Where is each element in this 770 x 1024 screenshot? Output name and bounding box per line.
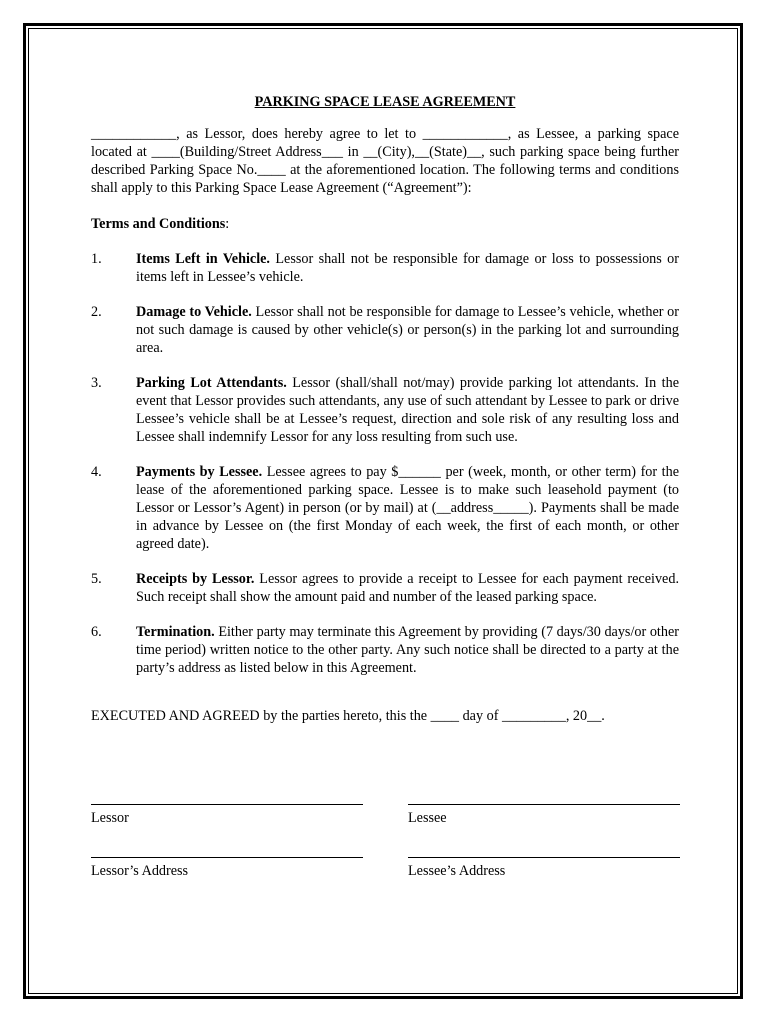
executed-line: EXECUTED AND AGREED by the parties hereto, this the ____ day of _________, 20__. xyxy=(91,708,605,724)
clause-body xyxy=(136,374,679,446)
clause-body xyxy=(136,250,679,286)
signature-label: Lessor xyxy=(91,810,129,826)
clause-number: 3. xyxy=(91,375,102,391)
address-line xyxy=(408,857,680,858)
clause-text: Lessor (shall/shall not/may) provide parking lot attendants. In the event that Lessor provides such attendants, any use of such attendant by Lessee to park or drive Lessee’s vehicle shall be at Lessee’s request, direction and sole risk of any resulting loss and Lessee shall indemnify Lessor for any loss resulting from such use. xyxy=(136,375,679,445)
clause-number: 2. xyxy=(91,304,102,320)
clause-text: Lessee agrees to pay $______ per (week, month, or other term) for the lease of the aforementioned parking space. Lessee is to make such leasehold payment (to Lessor or Lessor’s Agent) in person (or by mail) at (__address_____). Payments shall be made in advance by Lessee on (the first Monday of each week, the first of each month, or other agreed date). xyxy=(136,464,679,552)
address-line xyxy=(91,857,363,858)
clause-heading: Termination. xyxy=(136,624,215,640)
clause-body xyxy=(136,623,679,677)
lessee-signature xyxy=(408,804,680,827)
clause-heading: Receipts by Lessor. xyxy=(136,571,255,587)
lessee-address xyxy=(408,857,680,880)
clause-1 xyxy=(91,250,679,286)
terms-heading-label: Terms and Conditions xyxy=(91,216,226,232)
clause-number: 6. xyxy=(91,624,102,640)
clause-heading: Damage to Vehicle. xyxy=(136,304,252,320)
clause-2 xyxy=(91,303,679,357)
clause-6 xyxy=(91,623,679,677)
clause-body xyxy=(136,463,679,553)
terms-heading xyxy=(91,215,679,233)
lessor-address xyxy=(91,857,363,880)
signature-line xyxy=(91,804,363,805)
document-body xyxy=(91,93,679,739)
signature-label: Lessee xyxy=(408,810,447,826)
clause-number: 5. xyxy=(91,571,102,587)
clause-number: 1. xyxy=(91,251,102,267)
clause-heading: Parking Lot Attendants. xyxy=(136,375,287,391)
intro-paragraph: ____________, as Lessor, does hereby agree to let to ____________, as Lessee, a parking space located at ____(Building/Street Address___ in __(City),__(State)__, such parking space being further described Parking Space No.____ at the aforementioned location. The following terms and conditions shall apply to this Parking Space Lease Agreement (“Agreement”): xyxy=(91,126,679,196)
signature-line xyxy=(408,804,680,805)
clause-text: Lessor shall not be responsible for damage or loss to possessions or items left in Lessee’s vehicle. xyxy=(136,251,679,285)
clause-text: Lessor agrees to provide a receipt to Lessee for each payment received. Such receipt shall show the amount paid and number of the leased parking space. xyxy=(136,571,679,605)
clause-number: 4. xyxy=(91,464,102,480)
clause-body xyxy=(136,303,679,357)
address-row xyxy=(91,857,681,897)
clause-text: Either party may terminate this Agreement by providing (7 days/30 days/or other time period) written notice to the other party. Any such notice shall be directed to a party at the party’s address as listed below in this Agreement. xyxy=(136,624,679,676)
terms-heading-colon: : xyxy=(225,216,230,232)
lessor-signature xyxy=(91,804,363,827)
clause-heading: Payments by Lessee. xyxy=(136,464,263,480)
clause-heading: Items Left in Vehicle. xyxy=(136,251,270,267)
clause-3 xyxy=(91,374,679,446)
clause-body xyxy=(136,570,679,606)
clause-5 xyxy=(91,570,679,606)
clause-4 xyxy=(91,463,679,553)
clause-text: Lessor shall not be responsible for damage to Lessee’s vehicle, whether or not such damage is caused by other vehicle(s) or person(s) in the parking lot and surrounding area. xyxy=(136,304,679,356)
signature-row xyxy=(91,804,681,844)
document-title: PARKING SPACE LEASE AGREEMENT xyxy=(254,94,516,110)
address-label: Lessee’s Address xyxy=(408,863,506,879)
address-label: Lessor’s Address xyxy=(91,863,189,879)
